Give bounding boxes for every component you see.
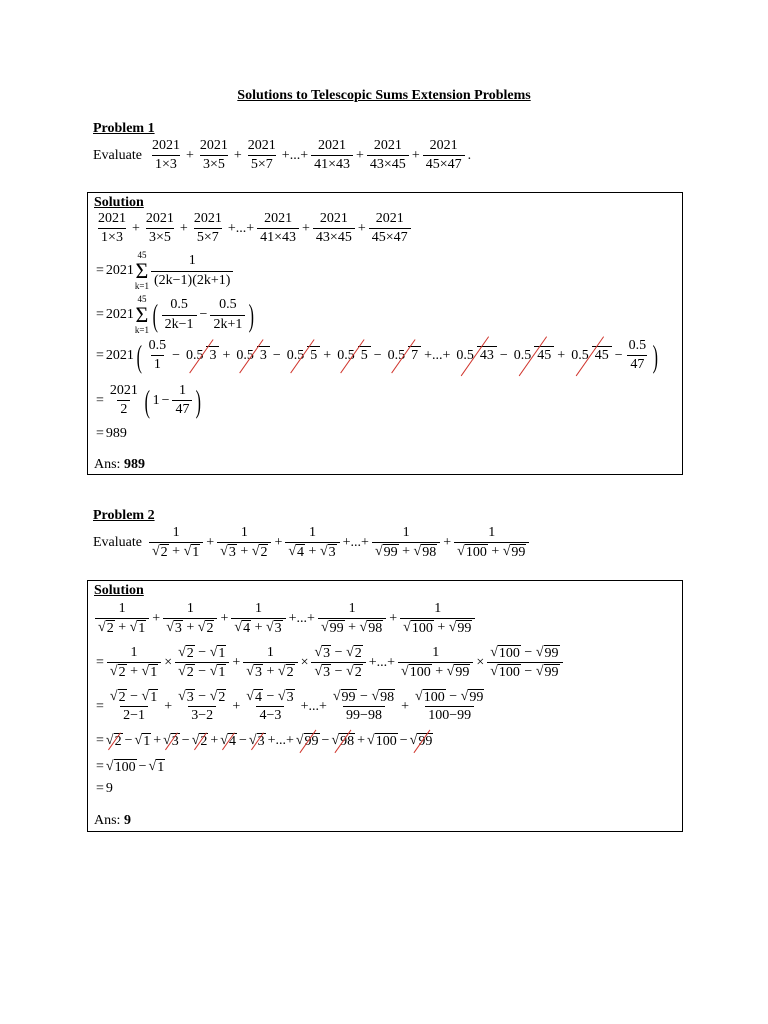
fraction: $\frac{2021}{41\times 43}$	[311, 138, 353, 173]
fraction: $\frac{2021}{45\times 47}$	[423, 138, 465, 173]
problem-2-statement: Evaluate 1 √ 2 + √ 1 + 1 √ 3 + √ 2 + 1 √ 4 + √ 3 +...+ 1 √ 99 + √ 98 + 1 √ 100 + √ 99	[93, 525, 530, 560]
solution-2-step-4: = √ 100 − √ 1	[96, 759, 165, 775]
solution-1-step-2: = 2021 45 Σ k=1 ( $\frac{0.5}{2k-1}$ − $\frac{0.5}{2k+1}$ )	[96, 294, 255, 335]
problem-1-statement: Evaluate $\frac{2021}{1\times 3}$ + $\frac{2021}{3\times 5}$ + $\frac{2021}{5\times 7}$ +...+ $\frac{2021}{41\times 43}$ + $\frac{2021}{43\times 45}$ + $\frac{2021}{45\times 47}$ .	[93, 138, 472, 173]
answer-2: Ans: 9	[94, 813, 131, 828]
solution-1-result: = 989	[96, 426, 127, 441]
fraction: $\frac{2021}{43\times 45}$	[367, 138, 409, 173]
solution-1-step-1: = 2021 45 Σ k=1 $\frac{1}{(2k-1)(2k+1)}$	[94, 251, 234, 291]
fraction: $\frac{2021}{3\times 5}$	[199, 138, 228, 173]
fraction: $\frac{2021}{1\times 3}$	[151, 138, 180, 173]
solution-1-box	[87, 192, 683, 475]
evaluate-label: Evaluate	[93, 147, 142, 163]
page-title: Solutions to Telescopic Sums Extension Problems	[237, 88, 531, 103]
sigma-symbol: 45 Σ k=1	[134, 250, 149, 291]
solution-2-step-2: = √ 2 − √ 1 2−1 + √ 3 − √ 2 3−2 + √ 4 − √ 3 4−3 +...+ √ 99 − √ 98 99−98 + √ 100 − √ 99 100−99	[96, 689, 484, 724]
solution-1-step-3: = 2021 ( $\frac{0.5}{1}$ − 0.5 3 + 0.5 3 − 0.5 5 + 0.5 5 − 0.5 7 +...+ 0.5 43 − 0.5 45 + 0.5 45 − $\frac{0.5}{47}$ )	[96, 337, 659, 374]
solution-1-label: Solution	[94, 195, 144, 210]
answer-1: Ans: 989	[94, 457, 145, 472]
solution-2-step-3: = √ 2 − √ 1 + √ 3 − √ 2 + √ 4 − √ 3 +...+ √ 99 − √ 98 + √ 100 − √ 99	[96, 733, 433, 749]
solution-2-box	[87, 580, 683, 832]
evaluate-label: Evaluate	[93, 534, 142, 550]
solution-1-step-0: $\frac{2021}{1\times 3}$ + $\frac{2021}{3\times 5}$ + $\frac{2021}{5\times 7}$ +...+ $\frac{2021}{41\times 43}$ + $\frac{2021}{43\times 45}$ + $\frac{2021}{45\times 47}$	[94, 211, 412, 246]
solution-2-result: = 9	[96, 781, 113, 796]
solution-2-step-1: = 1 √ 2 + √ 1 × √ 2 − √ 1 √ 2 − √ 1 + 1 √ 3 + √ 2 × √ 3 − √ 2 √ 3 − √ 2 +...+ 1 √ 100 + √ 99 × √ 100 − √ 99 √ 100 − √ 99	[94, 645, 564, 681]
problem-1-heading: Problem 1	[93, 121, 155, 136]
solution-1-step-4: = $\frac{2021}{2}$ ( 1 − $\frac{1}{47}$ )	[96, 382, 202, 419]
solution-2-label: Solution	[94, 583, 144, 598]
solution-2-step-0: 1 √ 2 + √ 1 + 1 √ 3 + √ 2 + 1 √ 4 + √ 3 +...+ 1 √ 99 + √ 98 + 1 √ 100 + √ 99	[94, 601, 476, 636]
fraction: $\frac{2021}{5\times 7}$	[247, 138, 276, 173]
problem-2-heading: Problem 2	[93, 508, 155, 523]
